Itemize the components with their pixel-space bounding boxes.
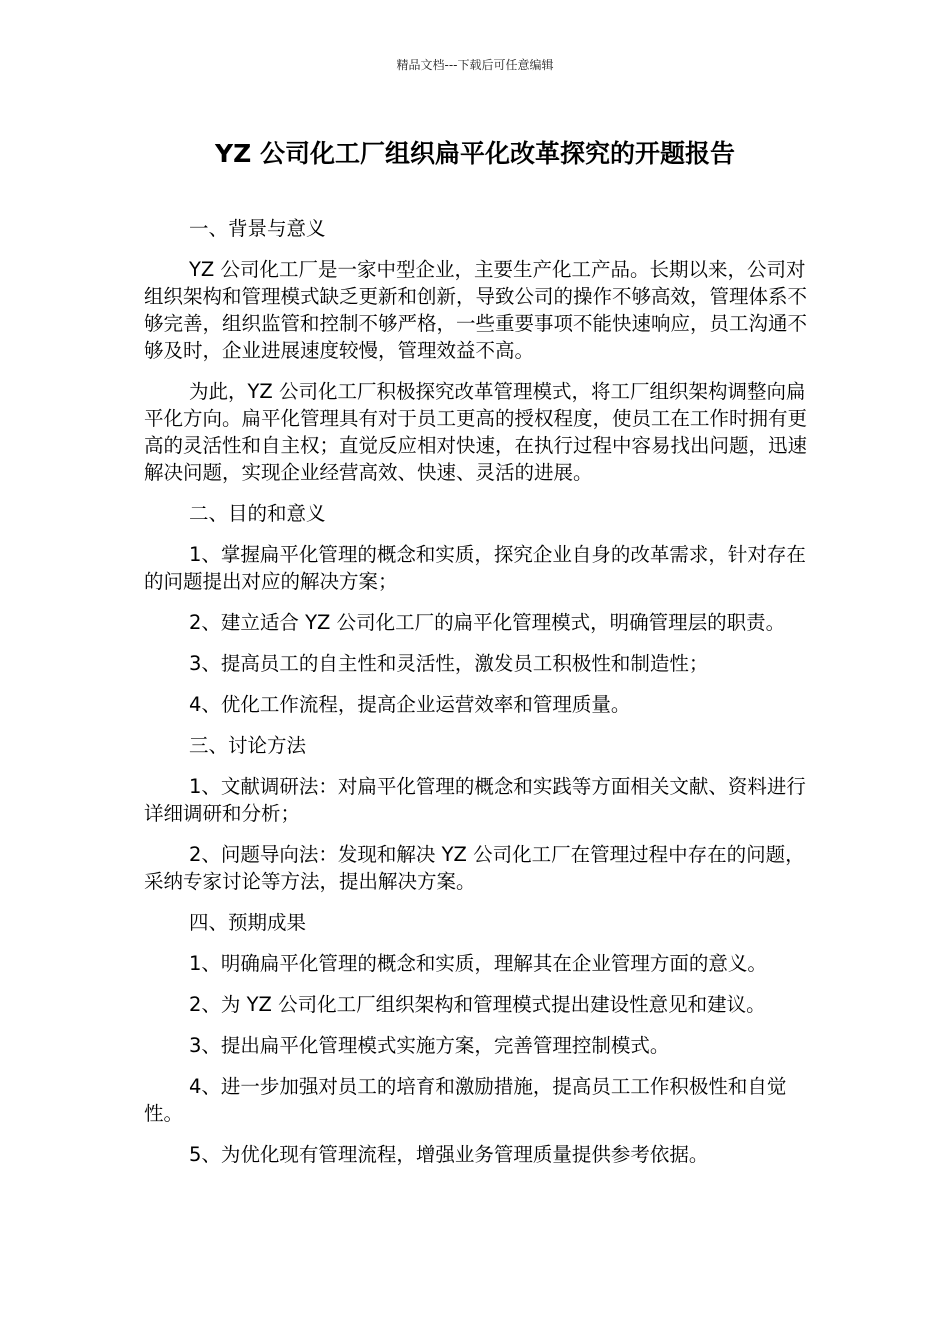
section-heading-background: 一、背景与意义 — [189, 217, 326, 240]
list-item-method-2: 2、问题导向法：发现和解决 YZ 公司化工厂在管理过程中存在的问题，采纳专家讨论等方法，提出解决方案。 — [144, 843, 805, 893]
list-item-method-1: 1、文献调研法：对扁平化管理的概念和实践等方面相关文献、资料进行详细调研和分析； — [144, 775, 806, 825]
document-body — [144, 215, 808, 1182]
section-heading-results: 四、预期成果 — [189, 911, 307, 934]
list-item-result-3: 3、提出扁平化管理模式实施方案，完善管理控制模式。 — [189, 1034, 670, 1057]
document-title: YZ 公司化工厂组织扁平化改革探究的开题报告 — [215, 139, 735, 168]
list-item-result-2: 2、为 YZ 公司化工厂组织架构和管理模式提出建设性意见和建议。 — [189, 993, 766, 1016]
header-note: 精品文档---下载后可任意编辑 — [396, 58, 554, 72]
list-item-purpose-2: 2、建立适合 YZ 公司化工厂的扁平化管理模式，明确管理层的职责。 — [189, 611, 786, 634]
list-item-result-5: 5、为优化现有管理流程，增强业务管理质量提供参考依据。 — [189, 1143, 709, 1166]
list-item-result-4: 4、进一步加强对员工的培育和激励措施，提高员工工作积极性和自觉性。 — [144, 1075, 787, 1125]
section-heading-purpose: 二、目的和意义 — [189, 502, 326, 525]
list-item-purpose-4: 4、优化工作流程，提高企业运营效率和管理质量。 — [189, 693, 631, 716]
paragraph-background-1: YZ 公司化工厂是一家中型企业，主要生产化工产品。长期以来，公司对组织架构和管理模式缺乏更新和创新，导致公司的操作不够高效，管理体系不够完善，组织监管和控制不够严格，一些重要事项不能快速响应，员工沟通不够及时，企业进展速度较慢，管理效益不高。 — [144, 258, 808, 362]
section-heading-methods: 三、讨论方法 — [189, 734, 307, 757]
list-item-result-1: 1、明确扁平化管理的概念和实质，理解其在企业管理方面的意义。 — [189, 952, 767, 975]
list-item-purpose-1: 1、掌握扁平化管理的概念和实质，探究企业自身的改革需求，针对存在的问题提出对应的解决方案； — [144, 543, 806, 593]
paragraph-background-2: 为此，YZ 公司化工厂积极探究改革管理模式，将工厂组织架构调整向扁平化方向。扁平化管理具有对于员工更高的授权程度，使员工在工作时拥有更高的灵活性和自主权；直觉反应相对快速，在执行过程中容易找出问题，迅速解决问题，实现企业经营高效、快速、灵活的进展。 — [144, 380, 808, 484]
list-item-purpose-3: 3、提高员工的自主性和灵活性，激发员工积极性和制造性； — [189, 652, 709, 675]
